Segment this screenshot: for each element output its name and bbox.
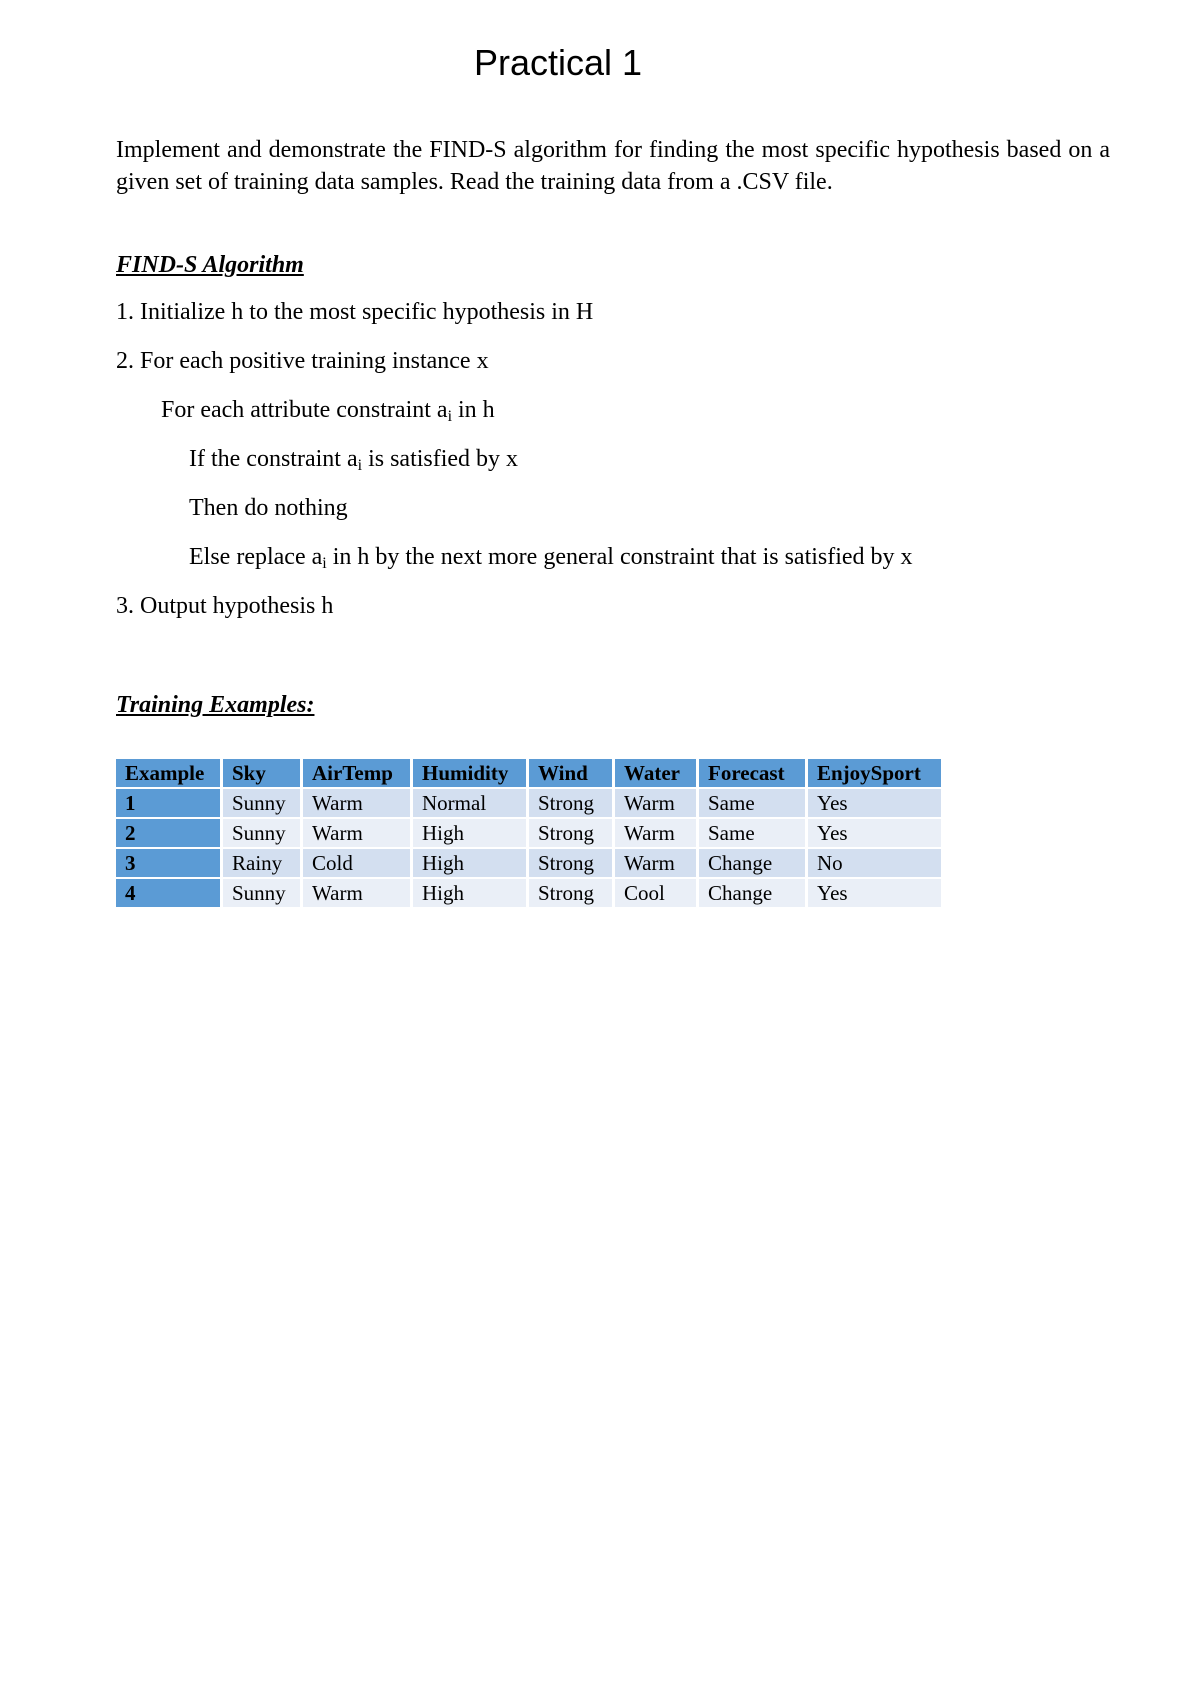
cell-enjoysport: Yes [808, 819, 941, 847]
algorithm-heading: FIND-S Algorithm [116, 252, 304, 278]
cell-enjoysport: Yes [808, 789, 941, 817]
algorithm-step-2a [161, 394, 495, 433]
cell-enjoysport: Yes [808, 879, 941, 907]
cell-forecast: Same [699, 789, 805, 817]
header-example: Example [116, 759, 220, 787]
page-title: Practical 1 [473, 42, 643, 83]
algorithm-step-2: 2. For each positive training instance x [116, 348, 489, 374]
cell-enjoysport: No [808, 849, 941, 877]
step-2b-subscript: i [357, 457, 363, 474]
cell-wind: Strong [529, 849, 612, 877]
cell-humidity: High [413, 849, 526, 877]
header-water: Water [615, 759, 696, 787]
cell-wind: Strong [529, 819, 612, 847]
cell-airtemp: Warm [303, 879, 410, 907]
algorithm-step-2c: Then do nothing [189, 495, 348, 521]
cell-wind: Strong [529, 879, 612, 907]
cell-water: Cool [615, 879, 696, 907]
algorithm-step-3: 3. Output hypothesis h [116, 593, 334, 619]
step-2a-subscript: i [447, 408, 453, 425]
step-2b-text-end: is satisfied by x [362, 446, 519, 472]
cell-example: 3 [116, 849, 220, 877]
header-humidity: Humidity [413, 759, 526, 787]
step-2a-text: For each attribute constraint a [161, 397, 448, 423]
cell-forecast: Same [699, 819, 805, 847]
cell-humidity: High [413, 879, 526, 907]
step-2b-text: If the constraint a [189, 446, 358, 472]
cell-wind: Strong [529, 789, 612, 817]
step-2d-text-end: in h by the next more general constraint that is satisfied by x [326, 544, 913, 570]
cell-water: Warm [615, 789, 696, 817]
step-2d-subscript: i [322, 555, 327, 572]
cell-forecast: Change [699, 849, 805, 877]
cell-humidity: High [413, 819, 526, 847]
cell-example: 2 [116, 819, 220, 847]
table-header-row [116, 759, 941, 787]
cell-example: 4 [116, 879, 220, 907]
algorithm-step-1: 1. Initialize h to the most specific hypothesis in H [116, 299, 594, 325]
algorithm-step-2d [189, 541, 913, 580]
header-airtemp: AirTemp [303, 759, 410, 787]
cell-humidity: Normal [413, 789, 526, 817]
cell-sky: Sunny [223, 879, 300, 907]
cell-example: 1 [116, 789, 220, 817]
step-2a-text-end: in h [452, 397, 495, 423]
cell-airtemp: Cold [303, 849, 410, 877]
cell-sky: Sunny [223, 789, 300, 817]
cell-airtemp: Warm [303, 819, 410, 847]
header-enjoysport: EnjoySport [808, 759, 941, 787]
cell-sky: Sunny [223, 819, 300, 847]
cell-water: Warm [615, 819, 696, 847]
header-sky: Sky [223, 759, 300, 787]
cell-water: Warm [615, 849, 696, 877]
cell-airtemp: Warm [303, 789, 410, 817]
header-forecast: Forecast [699, 759, 805, 787]
cell-forecast: Change [699, 879, 805, 907]
header-wind: Wind [529, 759, 612, 787]
table-row [116, 849, 941, 877]
training-heading: Training Examples: [116, 692, 315, 718]
cell-sky: Rainy [223, 849, 300, 877]
step-2d-text: Else replace a [189, 544, 323, 570]
algorithm-step-2b [189, 443, 518, 482]
training-table [113, 757, 944, 909]
table-row [116, 789, 941, 817]
table-row [116, 879, 941, 907]
intro-paragraph: Implement and demonstrate the FIND-S algorithm for finding the most specific hypothesis based on a given set of training data samples. Read the training data from a .CSV file. [116, 137, 1110, 195]
table-row [116, 819, 941, 847]
